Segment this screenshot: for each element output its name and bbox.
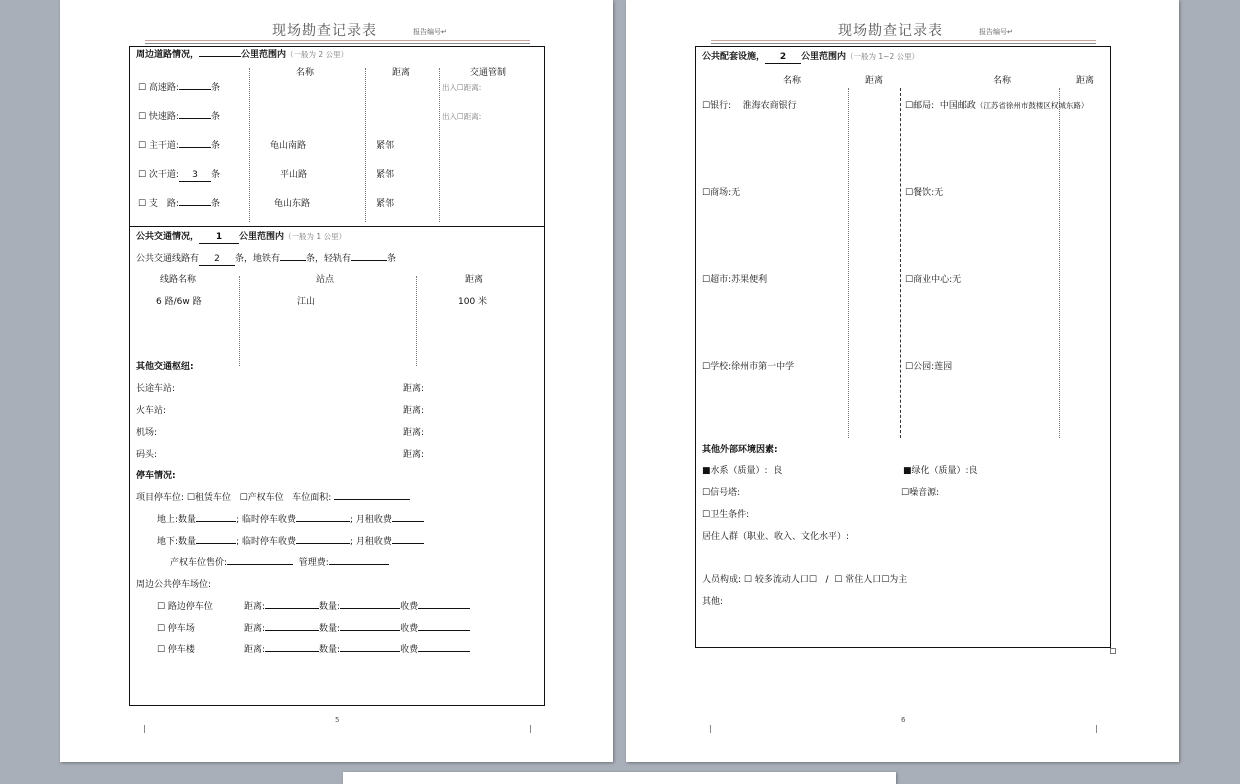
section-divider [129, 226, 545, 227]
hub-label: 码头: [136, 450, 158, 460]
hub-label: 长途车站: [136, 384, 176, 394]
col-name-header: 名称 [993, 76, 1012, 86]
header-rule [145, 43, 530, 44]
road-distance-cell: 紧邻 [376, 170, 395, 180]
hub-distance-label: 距离: [403, 450, 425, 460]
report-number-label: 报告编号↵ [413, 28, 447, 36]
hub-distance-label: 距离: [403, 428, 425, 438]
column-divider [1059, 88, 1060, 438]
table-resize-handle[interactable] [1110, 648, 1116, 654]
form-table [695, 46, 1111, 648]
document-page-6 [626, 0, 1179, 762]
water-quality: ■水系（质量）: 良 [702, 466, 783, 476]
hub-label: 火车站: [136, 406, 167, 416]
facility-dining: ☐餐饮:无 [905, 188, 944, 198]
parking-lot-row: ☐ 停车楼 [157, 645, 195, 655]
hub-distance-label: 距离: [403, 406, 425, 416]
facility-mall: ☐商场:无 [702, 188, 741, 198]
road-name-cell: 龟山南路 [270, 141, 307, 151]
col-distance-header: 距离 [465, 275, 484, 285]
route-name-cell: 6 路/6w 路 [156, 297, 202, 307]
road-row-secondary: ☐ 次干道: 3 条 [138, 170, 220, 180]
other-factors: 其他: [702, 597, 724, 607]
column-divider [239, 276, 240, 366]
footer-margin-mark [144, 725, 145, 733]
parking-lot-fields: 距离: 数量: 收费 [244, 623, 470, 635]
column-divider [900, 88, 901, 438]
column-divider [848, 88, 849, 438]
col-route-header: 线路名称 [160, 275, 197, 285]
page-title: 现场勘查记录表 [838, 23, 943, 39]
greening-quality: ■绿化（质量）:良 [903, 466, 978, 476]
project-parking-line: 项目停车位: ☐租赁车位 ☐产权车位 车位面积: [136, 492, 410, 504]
parking-heading: 停车情况: [136, 471, 176, 481]
page-title: 现场勘查记录表 [272, 23, 377, 39]
parking-lot-fields: 距离: 数量: 收费 [244, 644, 470, 656]
stop-name-cell: 江山 [297, 297, 316, 307]
hub-distance-label: 距离: [403, 384, 425, 394]
road-distance-cell: 紧邻 [376, 199, 395, 209]
population-composition: 人员构成: ☐ 较多流动人口☐ / ☐ 常住人口☐为主 [702, 575, 908, 585]
column-divider [416, 276, 417, 366]
road-row-expressway: ☐ 高速路: 条 [138, 83, 220, 93]
above-ground-parking-line: 地上:数量 ; 临时停车收费 ; 月租收费 [157, 514, 424, 526]
facility-park: ☐公园:莲园 [905, 362, 953, 372]
traffic-control-cell: 出入☐距离: [442, 112, 482, 121]
traffic-control-cell: 出入☐距离: [442, 83, 482, 92]
footer-margin-mark [1096, 725, 1097, 733]
public-parking-heading: 周边公共停车场位: [136, 580, 212, 590]
column-divider [439, 68, 440, 222]
header-rule [711, 40, 1096, 41]
parking-lot-fields: 距离: 数量: 收费 [244, 601, 470, 613]
header-rule [145, 40, 530, 41]
header-rule [711, 43, 1096, 44]
page-number: 6 [901, 716, 906, 724]
roads-heading: 周边道路情况， 公里范围内（一般为 2 公里） [136, 50, 349, 60]
road-row-arterial: ☐ 主干道: 条 [138, 141, 220, 151]
facilities-heading: 公共配套设施， 2 公里范围内（一般为 1~2 公里） [702, 52, 920, 62]
road-name-cell: 平山路 [280, 170, 308, 180]
noise-source: ☐噪音源: [901, 488, 940, 498]
parking-sale-price-line: 产权车位售价: 管理费: [170, 557, 389, 569]
underground-parking-line: 地下:数量 ; 临时停车收费 ; 月租收费 [157, 536, 424, 548]
col-name-header: 名称 [296, 68, 315, 78]
route-distance-cell: 100 米 [458, 297, 488, 307]
resident-population: 居住人群（职业、收入、文化水平）: [702, 532, 850, 542]
environment-heading: 其他外部环境因素: [702, 445, 778, 455]
col-distance-header: 距离 [865, 76, 884, 86]
column-divider [249, 68, 250, 222]
hubs-heading: 其他交通枢纽: [136, 362, 194, 372]
hygiene-conditions: ☐卫生条件: [702, 510, 750, 520]
transit-line-counts: 公共交通线路有 2 条，地铁有 条，轻轨有 条 [136, 254, 397, 264]
report-number-label: 报告编号↵ [979, 28, 1013, 36]
parking-lot-row: ☐ 路边停车位 [157, 602, 213, 612]
col-name-header: 名称 [783, 76, 802, 86]
col-distance-header: 距离 [1076, 76, 1095, 86]
page-number: 5 [335, 716, 340, 724]
facility-bank: ☐银行: 淮海农商银行 [702, 101, 797, 111]
column-divider [365, 68, 366, 222]
road-name-cell: 龟山东路 [274, 199, 311, 209]
parking-lot-row: ☐ 停车场 [157, 624, 195, 634]
hub-label: 机场: [136, 428, 158, 438]
road-distance-cell: 紧邻 [376, 141, 395, 151]
road-row-branch: ☐ 支 路: 条 [138, 199, 220, 209]
col-distance-header: 距离 [392, 68, 411, 78]
next-page-edge [343, 772, 896, 784]
footer-margin-mark [710, 725, 711, 733]
transit-heading: 公共交通情况， 1 公里范围内（一般为 1 公里） [136, 232, 347, 242]
facility-post-office: ☐邮局: 中国邮政（江苏省徐州市鼓楼区权城东路） [905, 101, 1089, 111]
facility-school: ☐学校:徐州市第一中学 [702, 362, 795, 372]
col-traffic-control-header: 交通管制 [470, 68, 507, 78]
facility-commercial-center: ☐商业中心:无 [905, 275, 962, 285]
footer-margin-mark [530, 725, 531, 733]
signal-tower: ☐信号塔: [702, 488, 741, 498]
facility-supermarket: ☐超市:苏果便利 [702, 275, 768, 285]
document-page-5 [60, 0, 613, 762]
col-stop-header: 站点 [316, 275, 335, 285]
road-row-freeway: ☐ 快速路: 条 [138, 112, 220, 122]
